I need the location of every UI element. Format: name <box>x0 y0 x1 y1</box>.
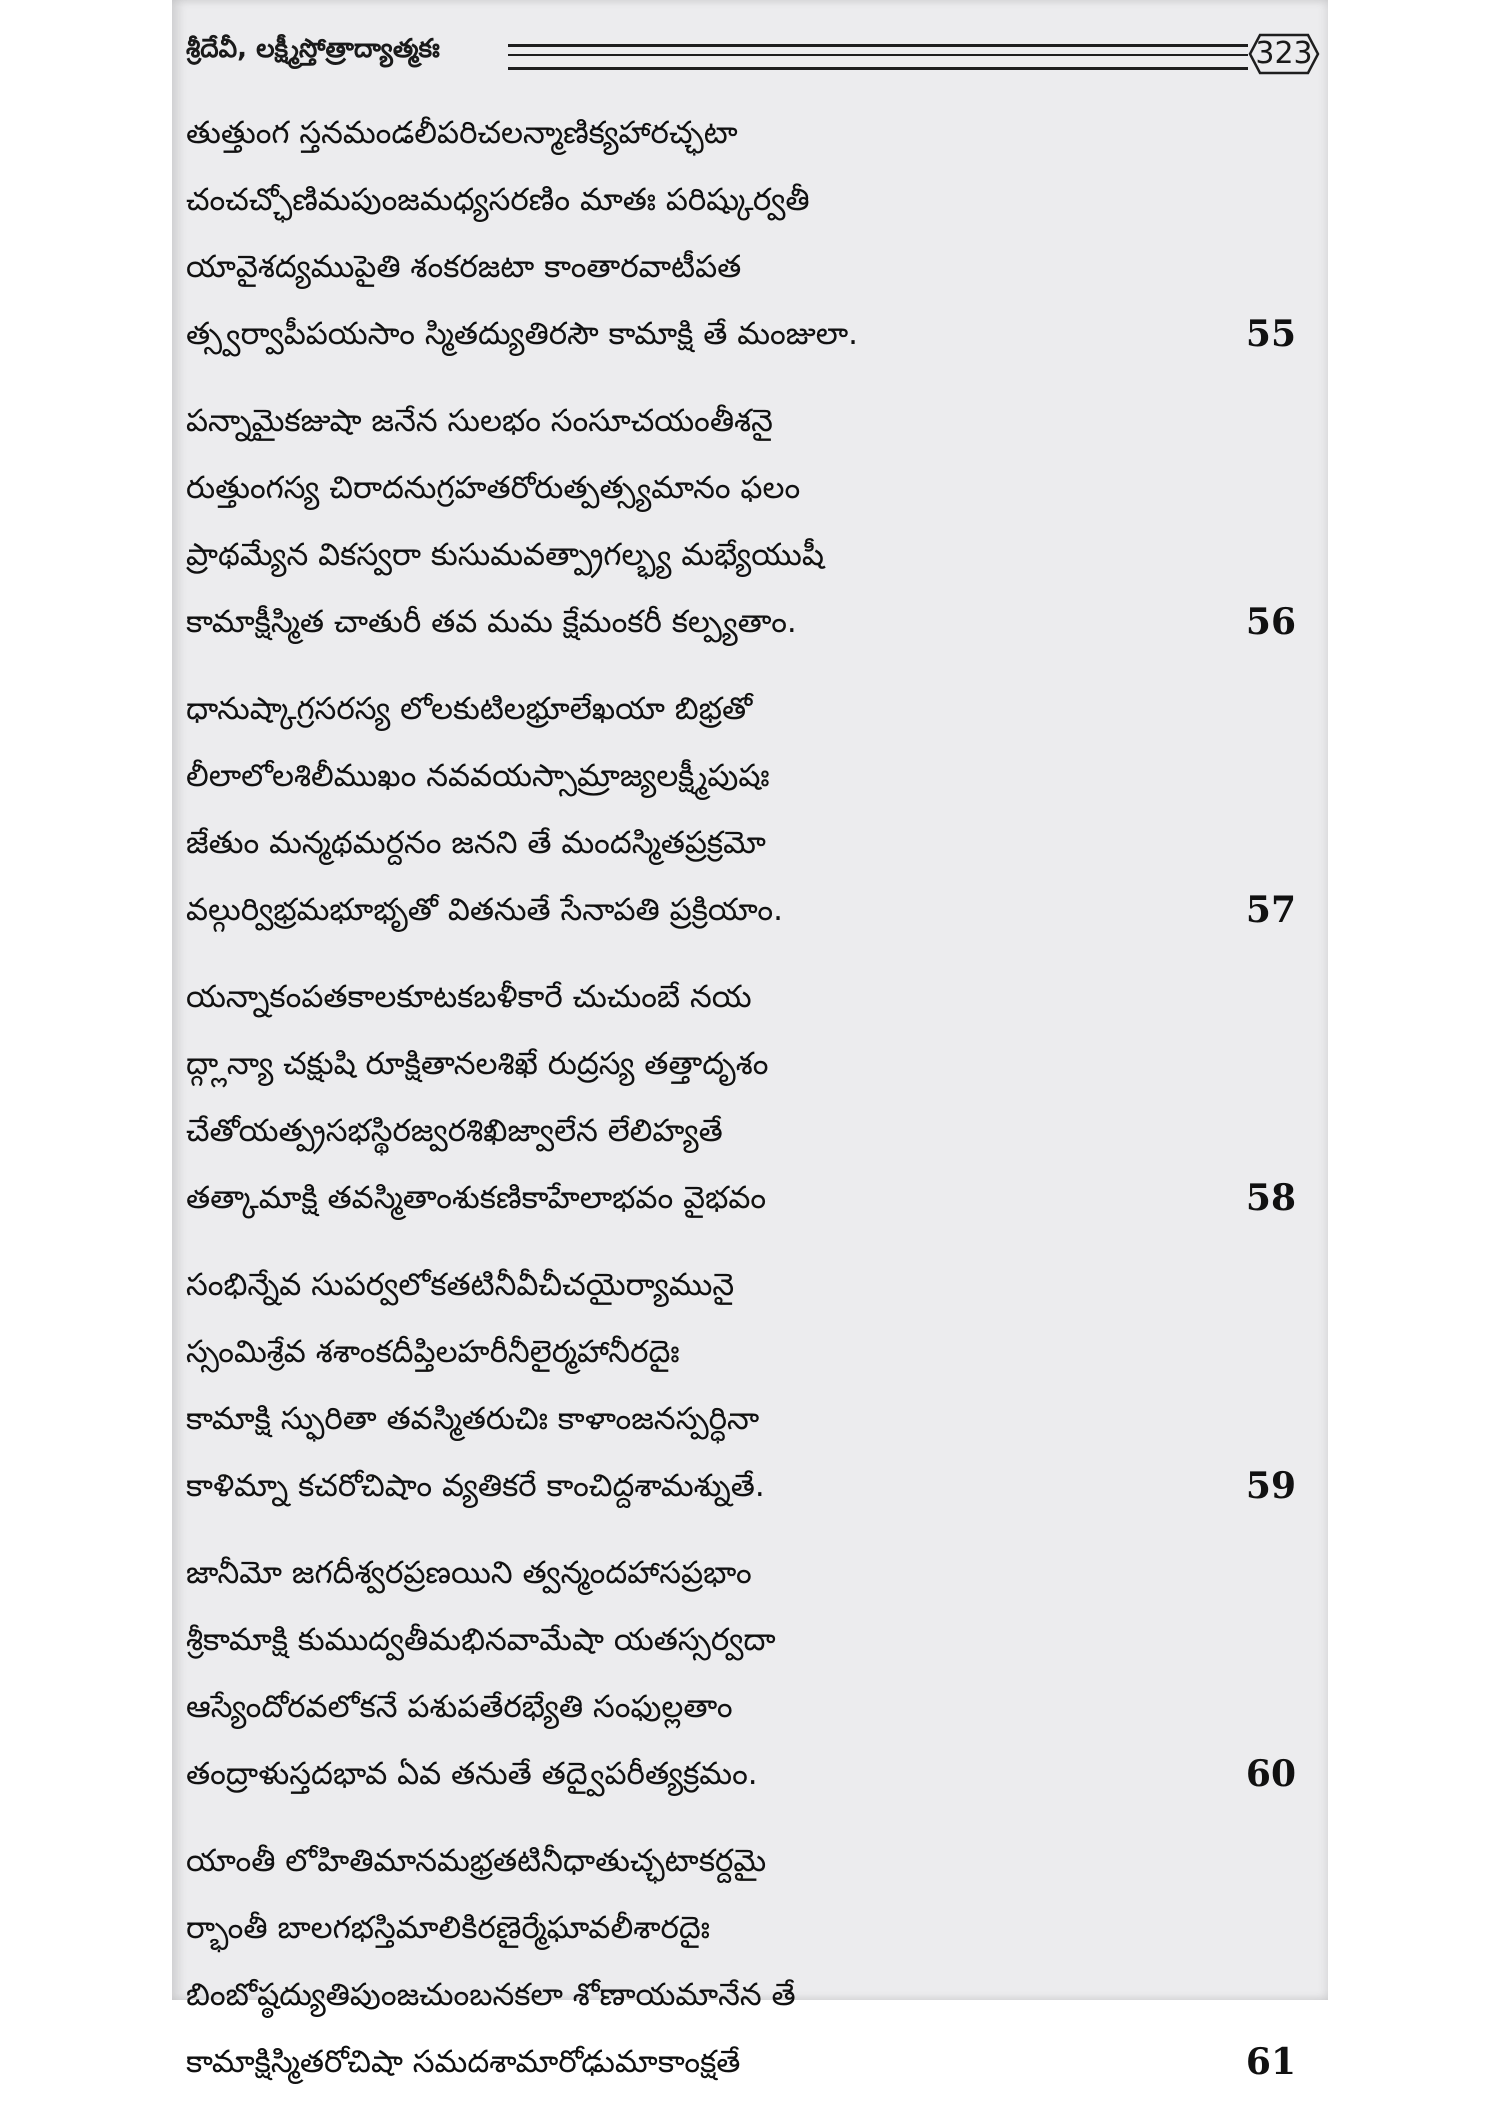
verse-line: యావైశద్యముపైతి శంకరజటా కాంతారవాటీపత <box>186 249 742 285</box>
book-page <box>172 0 1328 2083</box>
verse-line: ఆస్యేందోరవలోకనే పశుపతేరభ్యేతి సంఫుల్లతాం <box>186 1689 733 1725</box>
verse-line: స్సంమిశ్రేవ శశాంకదీప్తిలహరీనీలైర్మహానీరదైః <box>186 1334 680 1370</box>
verse-line: రుత్తుంగస్య చిరాదనుగ్రహతరోరుత్పత్స్యమానం ఫలం <box>186 470 801 506</box>
page-number: 323 <box>1255 36 1313 71</box>
verse-number: 61 <box>1245 2041 1296 2083</box>
verse-line: కామాక్షిస్మితరోచిషా సమదశామారోఢుమాకాంక్షతే <box>186 2044 741 2080</box>
verse-line: పన్నామైకజుషా జనేన సులభం సంసూచయంతీశనై <box>186 403 773 439</box>
verse-line: శ్రీకామాక్షి కుముద్వతీమభినవామేషా యతస్సర్వదా <box>186 1622 776 1658</box>
verse-number: 55 <box>1245 313 1296 355</box>
verse-line: బింబోష్ఠద్యుతిపుంజచుంబనకలా శోణాయమానేన తే <box>186 1977 796 2013</box>
verse-line: వల్గుర్విభ్రమభూభృతో వితనుతే సేనాపతి ప్రక్రియాం. <box>186 892 783 928</box>
verse-line: తత్కామాక్షి తవస్మితాంశుకణికాహేలాభవం వైభవం <box>186 1180 767 1216</box>
verse-line: త్స్వర్వాపీపయసాం స్మితద్యుతిరసౌ కామాక్షి తే మంజులా. <box>186 316 859 352</box>
verse-line: ర్భాంతీ బాలగభస్తిమాలికిరణైర్మేఘావలీశారదైః <box>186 1910 710 1946</box>
verse-line: సంభిన్నేవ సుపర్వలోకతటినీవీచీచయైర్యామునై <box>186 1267 735 1303</box>
verse-56 <box>186 388 1306 656</box>
verse-line: యాంతీ లోహితిమానమభ్రతటినీధాతుచ్ఛటాకర్దమై <box>186 1843 767 1879</box>
verse-61 <box>186 1828 1306 2096</box>
verse-line: తుత్తుంగ స్తనమండలీపరిచలన్మాణిక్యహారచ్ఛటా <box>186 115 738 151</box>
verse-line: ప్రాథమ్యేన వికస్వరా కుసుమవత్ప్రాగల్భ్య మభ్యేయుషీ <box>186 537 824 573</box>
verse-line: చేతోయత్ప్రసభస్థిరజ్వరశిఖిజ్వాలేన లేలిహ్యతే <box>186 1113 723 1149</box>
page-header <box>186 26 1316 82</box>
verse-line: లీలాలోలశిలీముఖం నవవయస్సామ్రాజ్యలక్ష్మీపుషః <box>186 758 770 794</box>
header-rule <box>508 44 1248 70</box>
verse-line: జేతుం మన్మథమర్దనం జనని తే మందస్మితప్రక్రమో <box>186 825 766 861</box>
verse-list <box>186 100 1306 2116</box>
verse-58 <box>186 964 1306 1232</box>
verse-line: చంచచ్ఛోణిమపుంజమధ్యసరణిం మాతః పరిష్కుర్వతీ <box>186 182 810 218</box>
verse-line: తంద్రాళుస్తదభావ ఏవ తనుతే తద్వైపరీత్యక్రమం. <box>186 1756 758 1792</box>
verse-line: ధానుష్కాగ్రసరస్య లోలకుటిలభ్రూలేఖయా బిభ్రతో <box>186 691 753 727</box>
verse-line: ద్గ్లాన్యా చక్షుషి రూక్షితానలశిఖే రుద్రస్య తత్తాదృశం <box>186 1046 769 1082</box>
verse-number: 58 <box>1245 1177 1296 1219</box>
verse-line: కామాక్షి స్ఫురితా తవస్మితరుచిః కాళాంజనస్పర్ధినా <box>186 1401 760 1437</box>
verse-59 <box>186 1252 1306 1520</box>
verse-55 <box>186 100 1306 368</box>
verse-line: కామాక్షీస్మిత చాతురీ తవ మమ క్షేమంకరీ కల్ప్యతాం. <box>186 604 797 640</box>
verse-line: కాళిమ్నా కచరోచిషాం వ్యతికరే కాంచిద్దశామశ్నుతే. <box>186 1468 765 1504</box>
verse-number: 56 <box>1245 601 1296 643</box>
page-number-frame <box>1248 32 1320 76</box>
verse-60 <box>186 1540 1306 1808</box>
verse-line: యన్నాకంపతకాలకూటకబళీకారే చుచుంబే నయ <box>186 979 752 1015</box>
verse-line: జానీమో జగదీశ్వరప్రణయిని త్వన్మందహాసప్రభాం <box>186 1555 752 1591</box>
verse-number: 60 <box>1245 1753 1296 1795</box>
verse-57 <box>186 676 1306 944</box>
verse-number: 57 <box>1245 889 1296 931</box>
running-title: శ్రీదేవీ, లక్ష్మీస్తోత్రాద్యాత్మకః <box>186 34 440 64</box>
verse-number: 59 <box>1245 1465 1296 1507</box>
